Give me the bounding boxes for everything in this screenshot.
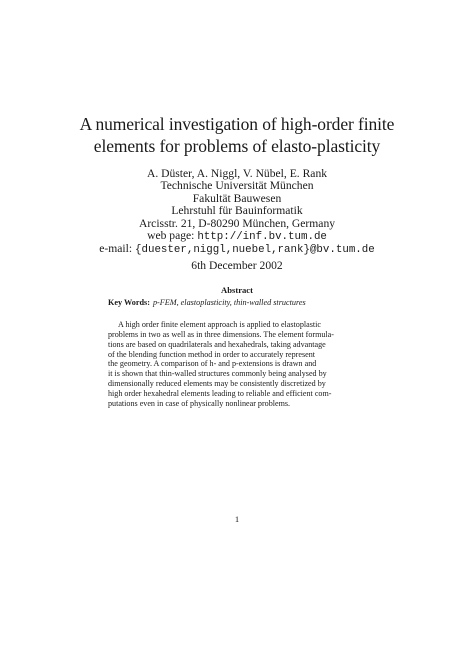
web-page-label: web page: [147,229,198,243]
paper-date: 6th December 2002 [191,259,283,272]
affiliation-line: Fakultät Bauwesen [192,191,282,205]
abstract-line: problems in two as well as in three dimensions. The element formula- [108,329,334,339]
email-line [60,243,414,256]
abstract-line: dimensionally reduced elements may be consistently discretized by [108,379,326,389]
author-names: A. Düster, A. Niggl, V. Nübel, E. Rank [146,167,328,180]
abstract-line: it is shown that thin-walled structures commonly being analysed by [108,369,327,379]
keywords-value: p-FEM, elastoplasticity, thin-walled structures [152,298,306,307]
affiliation-line: Arcisstr. 21, D-80290 München, Germany [138,216,336,230]
affiliation-line: Technische Universität München [160,179,314,193]
affiliation-line: Lehrstuhl für Bauinformatik [171,204,303,218]
abstract-body [108,320,366,409]
abstract-line: A high order finite element approach is applied to elastoplastic [118,320,321,329]
author-block [60,168,414,257]
abstract-line: the geometry. A comparison of h- and p-extensions is drawn and [108,359,317,369]
email-label: e-mail: [99,242,135,256]
abstract-line: of the blending function method in order to accurately represent [108,349,315,359]
paper-title [60,113,414,157]
web-page-link[interactable]: http://inf.bv.tum.de [197,231,327,244]
email-link[interactable]: {duester,niggl,nuebel,rank}@bv.tum.de [135,244,375,257]
page-number: 1 [234,514,240,524]
abstract-heading: Abstract [221,285,253,295]
keywords-label: Key Words: [108,298,150,307]
web-page-line [60,230,414,243]
title-line: A numerical investigation of high-order finite [79,114,395,134]
abstract-line: tions are based on quadrilaterals and hexahedrals, taking advantage [108,339,326,349]
abstract-line: putations even in case of physically nonlinear problems. [108,398,291,408]
keywords-line [108,298,358,308]
title-line: elements for problems of elasto-plasticity [93,136,381,156]
abstract-line: high order hexahedral elements leading to reliable and efficient com- [108,388,332,398]
